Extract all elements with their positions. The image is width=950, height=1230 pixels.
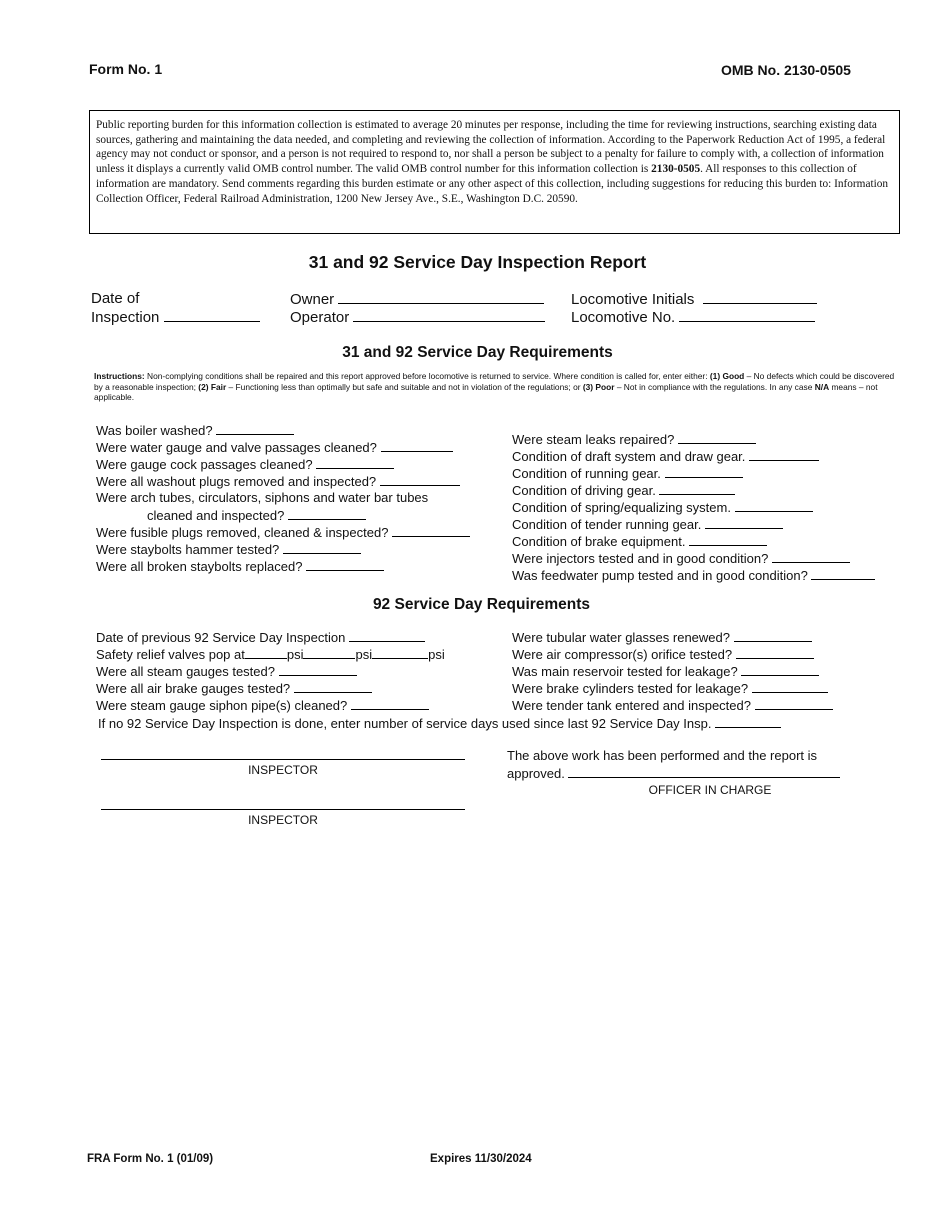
- air-brake-gauges-label: Were all air brake gauges tested?: [96, 681, 291, 696]
- tender-tank-question[interactable]: [512, 696, 833, 713]
- psi-blank-2[interactable]: [303, 645, 355, 659]
- service-days-question[interactable]: [98, 714, 781, 732]
- inspector-label-2: INSPECTOR: [248, 813, 318, 827]
- air-compressor-label: Were air compressor(s) orifice tested?: [512, 647, 733, 662]
- previous-inspection-label: Date of previous 92 Service Day Inspection: [96, 630, 346, 645]
- broken-staybolts-label: Were all broken staybolts replaced?: [96, 559, 303, 574]
- inspection-label: Inspection: [91, 309, 160, 326]
- safety-valves-label: Safety relief valves pop at: [96, 647, 245, 662]
- inspection-date-blank[interactable]: [164, 308, 260, 322]
- burden-text-2: . All responses to this collection of information are mandatory. Send comments regarding this burden estimate or any other aspect of this collection, including suggestions for reducing this burden to: Information Collection Officer, Federal Railroad Administration, 1200 New Jersey Ave., S.E., Washington D.C. 20590.: [96, 163, 889, 205]
- inspector-signature-line-2[interactable]: [101, 809, 465, 810]
- footer-form-id: FRA Form No. 1 (01/09): [87, 1153, 214, 1165]
- loco-no-field[interactable]: [571, 308, 815, 327]
- gauge-cock-label: Were gauge cock passages cleaned?: [96, 457, 313, 472]
- psi-unit-2: psi: [355, 647, 373, 662]
- brake-equipment-label: Condition of brake equipment.: [512, 534, 686, 549]
- water-gauge-question[interactable]: [96, 438, 470, 455]
- service-days-label: If no 92 Service Day Inspection is done, enter number of service days used since last 92 Service Day Insp.: [98, 716, 712, 731]
- injectors-question[interactable]: [512, 549, 875, 566]
- broken-staybolts-question[interactable]: [96, 557, 470, 574]
- tender-tank-blank[interactable]: [755, 696, 833, 710]
- instructions-na: N/A: [814, 381, 830, 392]
- service-days-blank[interactable]: [715, 714, 781, 728]
- driving-gear-blank[interactable]: [659, 481, 735, 495]
- staybolts-hammer-question[interactable]: [96, 540, 470, 557]
- feedwater-pump-blank[interactable]: [811, 566, 875, 580]
- steam-leaks-blank[interactable]: [678, 430, 756, 444]
- instructions: [94, 371, 904, 403]
- operator-blank[interactable]: [353, 308, 545, 322]
- arch-tubes-blank[interactable]: [288, 506, 366, 520]
- section-92-right-column: [512, 628, 833, 713]
- spring-system-blank[interactable]: [735, 498, 813, 512]
- previous-inspection-blank[interactable]: [349, 628, 425, 642]
- section-31-92-right-column: [512, 430, 875, 583]
- draft-system-blank[interactable]: [749, 447, 819, 461]
- section-92-heading: 92 Service Day Requirements: [372, 596, 591, 613]
- water-glasses-blank[interactable]: [734, 628, 812, 642]
- loco-no-blank[interactable]: [679, 308, 815, 322]
- date-of-label: Date of: [91, 290, 140, 307]
- arch-tubes-label-cont: cleaned and inspected?: [147, 508, 285, 523]
- officer-label: OFFICER IN CHARGE: [648, 783, 772, 797]
- washout-plugs-question[interactable]: [96, 472, 470, 489]
- brake-cylinders-label: Were brake cylinders tested for leakage?: [512, 681, 749, 696]
- steam-leaks-question[interactable]: [512, 430, 875, 447]
- inspection-date-field[interactable]: [91, 308, 260, 327]
- psi-unit-3: psi: [428, 647, 445, 662]
- steam-leaks-label: Were steam leaks repaired?: [512, 432, 675, 447]
- main-reservoir-question[interactable]: [512, 662, 833, 679]
- running-gear-label: Condition of running gear.: [512, 466, 661, 481]
- air-compressor-question[interactable]: [512, 645, 833, 662]
- steam-gauges-question[interactable]: [96, 662, 445, 679]
- tender-running-gear-blank[interactable]: [705, 515, 783, 529]
- steam-gauges-blank[interactable]: [279, 662, 357, 676]
- draft-system-label: Condition of draft system and draw gear.: [512, 449, 746, 464]
- injectors-label: Were injectors tested and in good condition?: [512, 551, 769, 566]
- washout-plugs-label: Were all washout plugs removed and inspected?: [96, 474, 377, 489]
- driving-gear-label: Condition of driving gear.: [512, 483, 656, 498]
- broken-staybolts-blank[interactable]: [306, 557, 384, 571]
- arch-tubes-question-line2[interactable]: [96, 506, 470, 523]
- officer-signature-blank[interactable]: [568, 764, 840, 778]
- page-title: 31 and 92 Service Day Inspection Report: [308, 252, 647, 272]
- instructions-fair: (2) Fair: [198, 381, 227, 392]
- operator-label: Operator: [290, 309, 350, 326]
- burden-omb-bold: 2130-0505: [651, 163, 701, 176]
- fusible-plugs-blank[interactable]: [392, 523, 470, 537]
- instructions-text-d: – Not in compliance with the regulations. In any case: [614, 381, 815, 392]
- staybolts-hammer-blank[interactable]: [283, 540, 361, 554]
- psi-blank-1[interactable]: [245, 645, 287, 659]
- instructions-text-c: – Functioning less than optimally but safe and suitable and not in violation of the regulations; or: [226, 381, 583, 392]
- burden-statement: [89, 110, 900, 234]
- tender-tank-label: Were tender tank entered and inspected?: [512, 698, 751, 713]
- main-reservoir-label: Was main reservoir tested for leakage?: [512, 664, 738, 679]
- running-gear-question[interactable]: [512, 464, 875, 481]
- boiler-washed-question[interactable]: [96, 421, 470, 438]
- gauge-cock-question[interactable]: [96, 455, 470, 472]
- siphon-pipe-question[interactable]: [96, 696, 445, 713]
- air-brake-gauges-blank[interactable]: [294, 679, 372, 693]
- staybolts-hammer-label: Were staybolts hammer tested?: [96, 542, 280, 557]
- water-glasses-label: Were tubular water glasses renewed?: [512, 630, 730, 645]
- omb-number: OMB No. 2130-0505: [721, 62, 851, 78]
- footer-expires: Expires 11/30/2024: [430, 1153, 532, 1165]
- loco-no-label: Locomotive No.: [571, 309, 676, 326]
- main-reservoir-blank[interactable]: [741, 662, 819, 676]
- injectors-blank[interactable]: [772, 549, 850, 563]
- instructions-text-a: Non-complying conditions shall be repaired and this report approved before locomotive is returned to service. Where condition is called for, enter either:: [144, 371, 710, 381]
- washout-plugs-blank[interactable]: [380, 472, 460, 486]
- water-gauge-blank[interactable]: [381, 438, 453, 452]
- running-gear-blank[interactable]: [665, 464, 743, 478]
- draft-system-question[interactable]: [512, 447, 875, 464]
- section-31-92-heading: 31 and 92 Service Day Requirements: [342, 344, 613, 361]
- owner-blank[interactable]: [338, 290, 544, 304]
- instructions-text-b: – No defects which could be discovered by a reasonable inspection;: [94, 371, 895, 392]
- approval-statement: The above work has been performed and the report is: [507, 748, 818, 763]
- brake-equipment-question[interactable]: [512, 532, 875, 549]
- loco-initials-label: Locomotive Initials: [571, 291, 695, 308]
- safety-valves-question[interactable]: [96, 645, 445, 662]
- instructions-label: Instructions:: [94, 371, 145, 381]
- feedwater-pump-label: Was feedwater pump tested and in good condition?: [512, 568, 808, 583]
- psi-blank-3[interactable]: [372, 645, 428, 659]
- inspector-label-1: INSPECTOR: [248, 763, 318, 777]
- arch-tubes-label: Were arch tubes, circulators, siphons and water bar tubes: [96, 490, 429, 505]
- tender-running-gear-label: Condition of tender running gear.: [512, 517, 702, 532]
- water-glasses-question[interactable]: [512, 628, 833, 645]
- air-compressor-blank[interactable]: [736, 645, 814, 659]
- siphon-pipe-label: Were steam gauge siphon pipe(s) cleaned?: [96, 698, 348, 713]
- boiler-washed-label: Was boiler washed?: [96, 423, 213, 438]
- fusible-plugs-question[interactable]: [96, 523, 470, 540]
- operator-field[interactable]: [290, 308, 545, 327]
- brake-cylinders-blank[interactable]: [752, 679, 828, 693]
- burden-text-1: Public reporting burden for this information collection is estimated to average 20 minutes per response, including the time for reviewing instructions, searching existing data sources, gathering and maintaining the data needed, and completing and reviewing the collection of information. According to the Paperwork Reduction Act of 1995, a federal agency may not conduct or sponsor, and a person is not required to respond to, nor shall a person be subject to a penalty for failure to comply with, a collection of information unless it displays a currently valid OMB control number. The valid OMB control number for this information collection is: [96, 119, 886, 176]
- inspector-signature-line-1[interactable]: [101, 759, 465, 760]
- tender-running-gear-question[interactable]: [512, 515, 875, 532]
- feedwater-pump-question[interactable]: [512, 566, 875, 583]
- fusible-plugs-label: Were fusible plugs removed, cleaned & inspected?: [96, 525, 389, 540]
- instructions-text-e: means – not applicable.: [94, 381, 878, 403]
- driving-gear-question[interactable]: [512, 481, 875, 498]
- psi-unit-1: psi: [286, 647, 304, 662]
- gauge-cock-blank[interactable]: [316, 455, 394, 469]
- section-31-92-left-column: [96, 421, 470, 574]
- approval-field[interactable]: [507, 764, 840, 782]
- siphon-pipe-blank[interactable]: [351, 696, 429, 710]
- air-brake-gauges-question[interactable]: [96, 679, 445, 696]
- instructions-good: (1) Good: [709, 371, 745, 381]
- brake-equipment-blank[interactable]: [689, 532, 767, 546]
- arch-tubes-question-line1: [96, 489, 470, 506]
- loco-initials-field[interactable]: [571, 290, 817, 309]
- section-92-left-column: [96, 628, 445, 713]
- steam-gauges-label: Were all steam gauges tested?: [96, 664, 275, 679]
- owner-label: Owner: [290, 291, 335, 308]
- loco-initials-blank[interactable]: [703, 290, 817, 304]
- form-number: Form No. 1: [89, 61, 163, 77]
- water-gauge-label: Were water gauge and valve passages cleaned?: [96, 440, 377, 455]
- instructions-poor: (3) Poor: [582, 381, 615, 392]
- brake-cylinders-question[interactable]: [512, 679, 833, 696]
- boiler-washed-blank[interactable]: [216, 421, 294, 435]
- previous-inspection-question[interactable]: [96, 628, 445, 645]
- spring-system-label: Condition of spring/equalizing system.: [512, 500, 731, 515]
- spring-system-question[interactable]: [512, 498, 875, 515]
- approved-label: approved.: [507, 766, 565, 781]
- owner-field[interactable]: [290, 290, 544, 309]
